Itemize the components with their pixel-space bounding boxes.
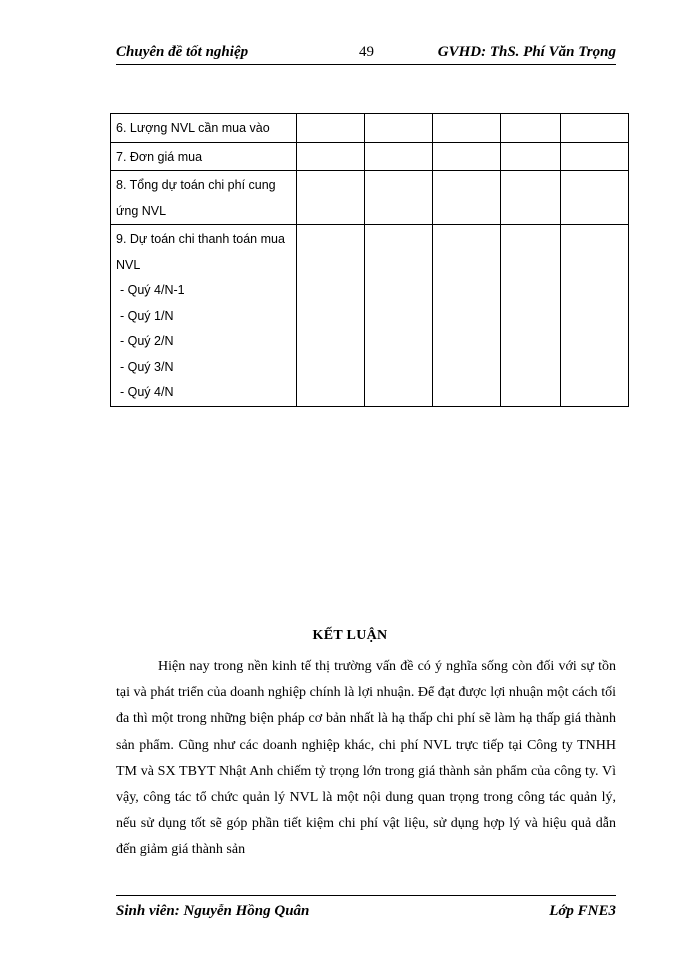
table-row (111, 142, 629, 171)
empty-value-cell (433, 142, 501, 171)
page-header (116, 40, 616, 65)
row-label-cell (111, 142, 297, 171)
table-row (111, 171, 629, 225)
empty-value-cell (365, 225, 433, 407)
table-row (111, 114, 629, 143)
row-sub-item: - Quý 2/N (120, 334, 174, 348)
empty-value-cell (501, 225, 561, 407)
row-label-cell (111, 171, 297, 225)
empty-value-cell (561, 225, 629, 407)
table-row (111, 225, 629, 407)
empty-value-cell (433, 171, 501, 225)
row-label-cell (111, 225, 297, 407)
row-sub-item: - Quý 4/N (120, 385, 174, 399)
empty-value-cell (365, 114, 433, 143)
empty-value-cell (297, 171, 365, 225)
empty-value-cell (501, 114, 561, 143)
empty-value-cell (433, 225, 501, 407)
empty-value-cell (297, 142, 365, 171)
conclusion-paragraph: Hiện nay trong nền kinh tế thị trường vấn đề có ý nghĩa sống còn đối với sự tồn tại và phát triển của doanh nghiệp chính là lợi nhuận. Để đạt được lợi nhuận một cách tối đa thì một trong những biện pháp cơ bản nhất là hạ thấp chi phí sẽ làm hạ thấp giá thành sản phẩm. Cũng như các doanh nghiệp khác, chi phí NVL trực tiếp tại Công ty TNHH TM và SX TBYT Nhật Anh chiếm tỷ trọng lớn trong giá thành sản phẩm của công ty. Vì vậy, công tác tổ chức quản lý NVL là một nội dung quan trọng trong công tác quản lý, nếu sử dụng tốt sẽ góp phần tiết kiệm chi phí vật liệu, sử dụng hợp lý và hiệu quả dẫn đến giảm giá thành sản (116, 659, 616, 858)
student-name: Sinh viên: Nguyễn Hồng Quân (116, 903, 310, 919)
empty-value-cell (561, 114, 629, 143)
row-label: 6. Lượng NVL cần mua vào (116, 121, 270, 135)
row-label: 9. Dự toán chi thanh toán mua NVL (116, 232, 285, 272)
empty-value-cell (297, 225, 365, 407)
row-label: 8. Tổng dự toán chi phí cung ứng NVL (116, 178, 276, 218)
empty-value-cell (433, 114, 501, 143)
budget-table (110, 113, 629, 407)
row-label: 7. Đơn giá mua (116, 149, 203, 164)
page-number: 49 (359, 44, 374, 60)
empty-value-cell (365, 171, 433, 225)
row-sub-item: - Quý 1/N (120, 308, 174, 323)
row-sub-item: - Quý 3/N (120, 359, 174, 374)
empty-value-cell (297, 114, 365, 143)
supervisor-name: GVHD: ThS. Phí Văn Trọng (437, 44, 616, 60)
row-label-cell (111, 114, 297, 143)
conclusion-title: KẾT LUẬN (312, 628, 388, 643)
document-title: Chuyên đề tốt nghiệp (116, 44, 249, 60)
empty-value-cell (561, 171, 629, 225)
empty-value-cell (501, 142, 561, 171)
empty-value-cell (561, 142, 629, 171)
empty-value-cell (365, 142, 433, 171)
empty-value-cell (501, 171, 561, 225)
row-sub-item: - Quý 4/N-1 (120, 283, 185, 297)
class-name: Lớp FNE3 (549, 903, 616, 919)
page-footer (116, 895, 616, 922)
conclusion-body (116, 654, 616, 864)
